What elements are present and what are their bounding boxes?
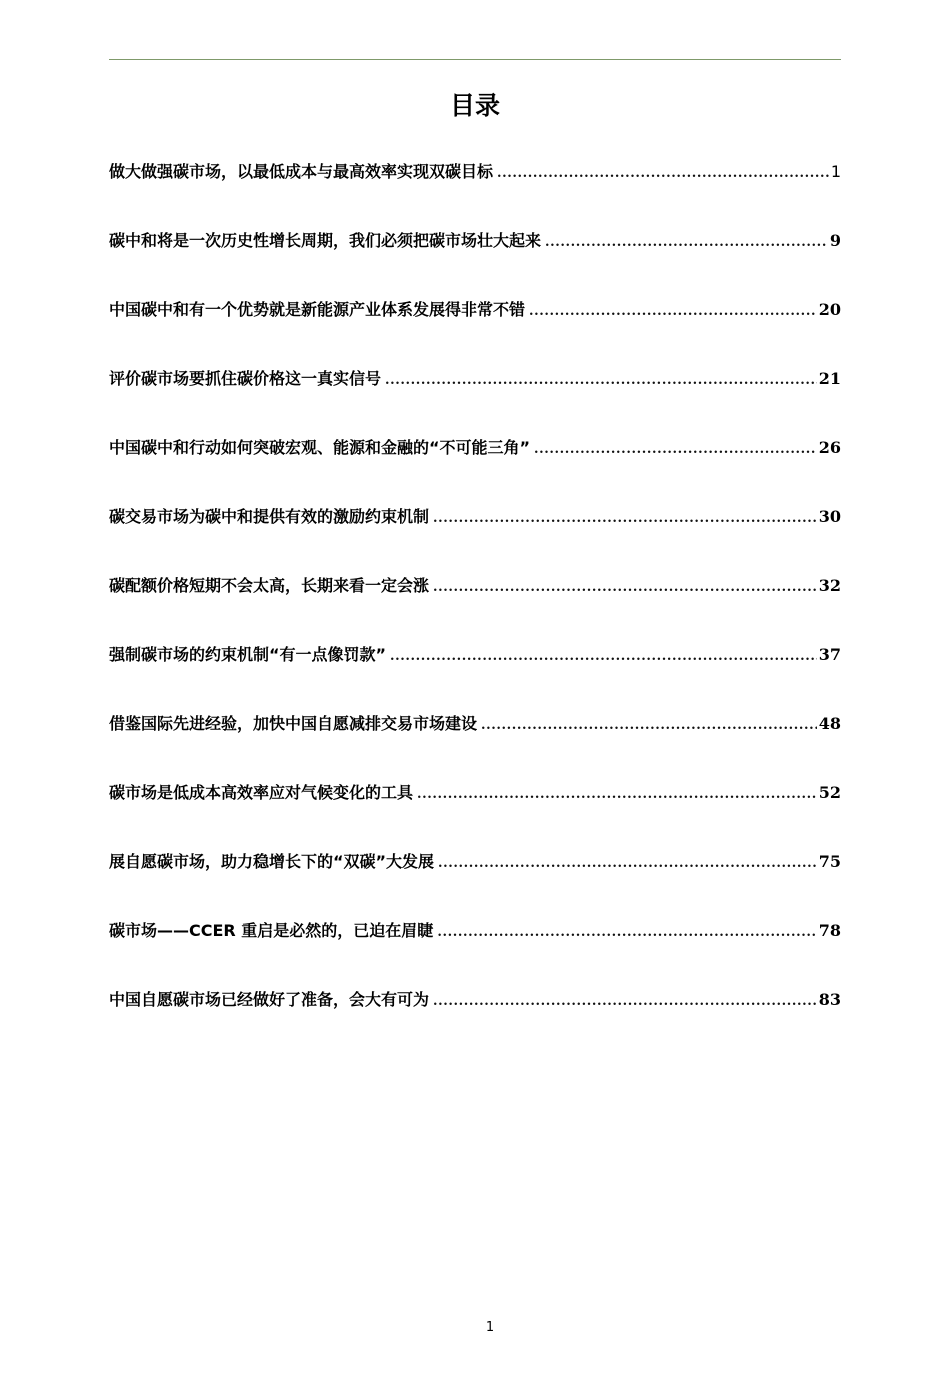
toc-entry-title[interactable]: 评价碳市场要抓住碳价格这一真实信号: [109, 369, 382, 388]
toc-entry[interactable]: [109, 917, 841, 986]
toc-entry-title[interactable]: 中国自愿碳市场已经做好了准备，会大有可为: [109, 990, 430, 1009]
toc-entry[interactable]: [109, 572, 841, 641]
toc-entry-page[interactable]: 78: [818, 921, 841, 940]
toc-leader-dots: [545, 229, 828, 257]
toc-leader-dots: [433, 574, 817, 602]
table-of-contents: [109, 158, 841, 1055]
toc-leader-dots: [433, 988, 817, 1016]
toc-entry-page[interactable]: 26: [818, 438, 841, 457]
toc-entry[interactable]: [109, 848, 841, 917]
toc-entry-page[interactable]: 9: [829, 231, 841, 250]
toc-entry-title[interactable]: 借鉴国际先进经验，加快中国自愿减排交易市场建设: [109, 714, 478, 733]
toc-leader-dots: [497, 160, 829, 188]
toc-entry-title[interactable]: 碳市场——CCER 重启是必然的，已迫在眉睫: [109, 921, 434, 940]
toc-entry-page[interactable]: 1: [830, 162, 841, 181]
toc-entry[interactable]: [109, 710, 841, 779]
toc-entry-title[interactable]: 中国碳中和有一个优势就是新能源产业体系发展得非常不错: [109, 300, 526, 319]
toc-leader-dots: [433, 505, 817, 533]
toc-entry[interactable]: [109, 434, 841, 503]
footer-page-number: 1: [485, 1320, 495, 1335]
toc-leader-dots: [438, 850, 817, 878]
toc-entry-page[interactable]: 37: [818, 645, 841, 664]
toc-entry[interactable]: [109, 296, 841, 365]
toc-leader-dots: [481, 712, 817, 740]
toc-entry-title[interactable]: 强制碳市场的约束机制“有一点像罚款”: [109, 645, 387, 664]
toc-leader-dots: [417, 781, 817, 809]
header-rule: [109, 59, 841, 60]
toc-entry-title[interactable]: 碳交易市场为碳中和提供有效的激励约束机制: [109, 507, 430, 526]
toc-leader-dots: [385, 367, 817, 395]
toc-entry-title[interactable]: 碳市场是低成本高效率应对气候变化的工具: [109, 783, 414, 802]
toc-entry[interactable]: [109, 986, 841, 1055]
toc-entry-title[interactable]: 展自愿碳市场，助力稳增长下的“双碳”大发展: [109, 852, 435, 871]
toc-entry-page[interactable]: 48: [818, 714, 841, 733]
toc-leader-dots: [437, 919, 816, 947]
toc-entry[interactable]: [109, 779, 841, 848]
toc-entry[interactable]: [109, 503, 841, 572]
toc-entry[interactable]: [109, 227, 841, 296]
toc-entry[interactable]: [109, 158, 841, 227]
toc-entry-page[interactable]: 75: [818, 852, 841, 871]
toc-entry-page[interactable]: 83: [818, 990, 841, 1009]
toc-leader-dots: [534, 436, 817, 464]
toc-entry-page[interactable]: 32: [818, 576, 841, 595]
page-title: 目录: [449, 91, 500, 120]
toc-entry-page[interactable]: 20: [818, 300, 841, 319]
toc-entry-title[interactable]: 碳配额价格短期不会太高，长期来看一定会涨: [109, 576, 430, 595]
toc-entry-page[interactable]: 21: [818, 369, 841, 388]
toc-leader-dots: [529, 298, 817, 326]
toc-entry[interactable]: [109, 365, 841, 434]
toc-entry-page[interactable]: 30: [818, 507, 841, 526]
toc-entry-title[interactable]: 做大做强碳市场，以最低成本与最高效率实现双碳目标: [109, 162, 494, 181]
toc-leader-dots: [390, 643, 817, 671]
toc-entry-title[interactable]: 中国碳中和行动如何突破宏观、能源和金融的“不可能三角”: [109, 438, 531, 457]
toc-entry-title[interactable]: 碳中和将是一次历史性增长周期，我们必须把碳市场壮大起来: [109, 231, 542, 250]
toc-entry-page[interactable]: 52: [818, 783, 841, 802]
toc-entry[interactable]: [109, 641, 841, 710]
